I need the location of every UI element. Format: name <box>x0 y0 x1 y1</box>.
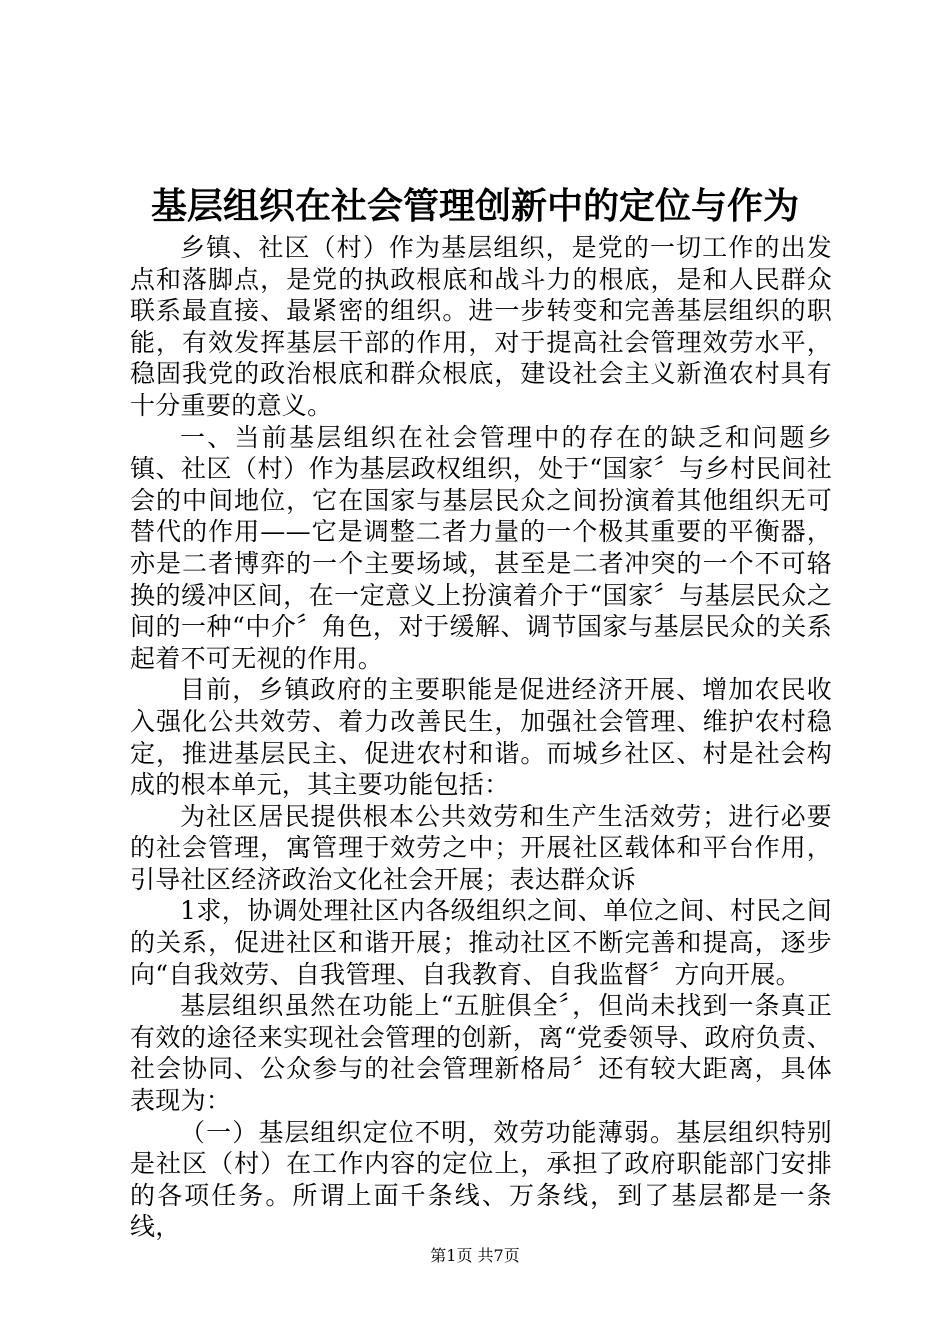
paragraph: 基层组织虽然在功能上“五脏俱全〞，但尚未找到一条真正有效的途径来实现社会管理的创新，离“党委领导、政府负责、社会协同、公众参与的社会管理新格局〞还有较大距离，具体表现为： <box>130 991 832 1116</box>
document-title: 基层组织在社会管理创新中的定位与作为 <box>150 186 799 227</box>
paragraph: 乡镇、社区（村）作为基层组织，是党的一切工作的出发点和落脚点，是党的执政根底和战斗力的根底，是和人民群众联系最直接、最紧密的组织。进一步转变和完善基层组织的职能，有效发挥基层干部的作用，对于提高社会管理效劳水平，稳固我党的政治根底和群众根底，建设社会主义新渔农村具有十分重要的意义。 <box>130 233 832 420</box>
paragraph: 目前，乡镇政府的主要职能是促进经济开展、增加农民收入强化公共效劳、着力改善民生，加强社会管理、维护农村稳定，推进基层民主、促进农村和谐。而城乡社区、村是社会构成的根本单元，其主要功能包括： <box>130 675 832 800</box>
paragraph: 为社区居民提供根本公共效劳和生产生活效劳；进行必要的社会管理，寓管理于效劳之中；开展社区载体和平台作用，引导社区经济政治文化社会开展；表达群众诉 <box>130 801 832 894</box>
paragraph: 1求，协调处理社区内各级组织之间、单位之间、村民之间的关系，促进社区和谐开展；推动社区不断完善和提高，逐步向“自我效劳、自我管理、自我教育、自我监督〞方向开展。 <box>130 896 832 989</box>
page-number-footer: 第1页 共7页 <box>430 1246 520 1265</box>
paragraph: 一、当前基层组织在社会管理中的存在的缺乏和问题乡镇、社区（村）作为基层政权组织，处于“国家〞与乡村民间社会的中间地位，它在国家与基层民众之间扮演着其他组织无可替代的作用——它是调整二者力量的一个极其重要的平衡器，亦是二者博弈的一个主要场域，甚至是二者冲突的一个不可辂换的缓冲区间，在一定意义上扮演着介于“国家〞与基层民众之间的一种“中介〞角色，对于缓解、调节国家与基层民众的关系起着不可无视的作用。 <box>130 422 832 673</box>
paragraph: （一）基层组织定位不明，效劳功能薄弱。基层组织特别是社区（村）在工作内容的定位上，承担了政府职能部门安排的各项任务。所谓上面千条线、万条线，到了基层都是一条线， <box>130 1117 832 1242</box>
document-body <box>130 232 832 1243</box>
